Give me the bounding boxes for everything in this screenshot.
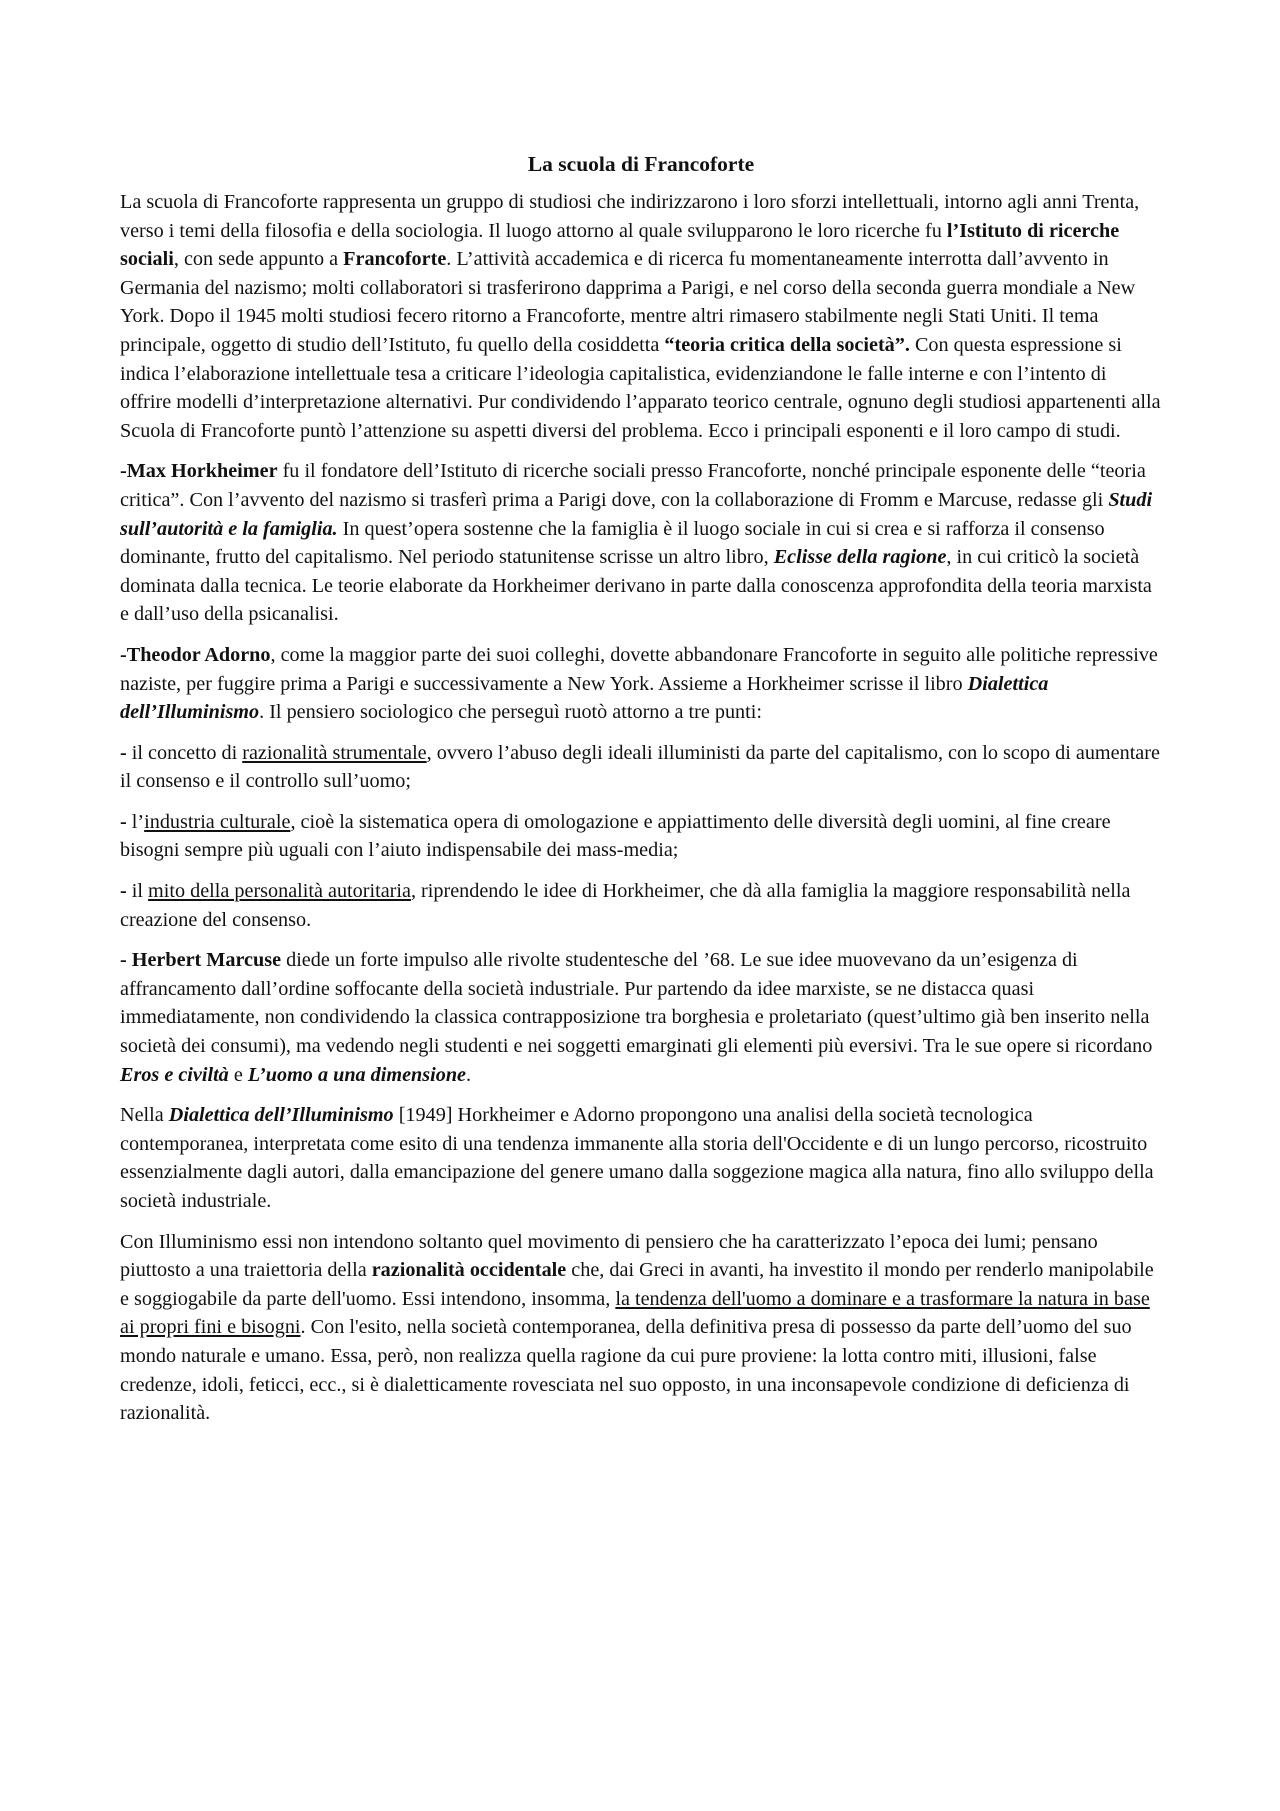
dialettica-text-2: [1949] Horkheimer e Adorno propongono una analisi della società tecnologica contemporanea, interpretata come esito di una tendenza immanente alla storia dell'Occidente e di un lungo percorso, ricostruito essenzialmente dagli autori, dalla emancipazione del genere umano dalla soggezione magica alla natura, fino allo sviluppo della società industriale. [120, 1104, 1154, 1212]
horkheimer-work-eclisse: Eclisse della ragione [773, 546, 947, 569]
adorno-text-1: , come la maggior parte dei suoi colleghi, dovette abbandonare Francoforte in seguito alle politiche repressive naziste, per fuggire prima a Parigi e successivamente a New York. Assieme a Horkheimer scrisse il libro [120, 643, 1158, 695]
point-1-text-1: il concetto di [126, 741, 243, 764]
point-2-underlined: industria culturale [144, 810, 291, 833]
page-title: La scuola di Francoforte [527, 152, 755, 176]
point-1-underlined: razionalità strumentale [242, 741, 427, 764]
dialettica-work-title: Dialettica dell’Illuminismo [168, 1104, 394, 1127]
adorno-point-2 [120, 808, 1162, 865]
intro-text-4: Con questa espressione si indica l’elaborazione intellettuale tesa a criticare l’ideologia capitalistica, evidenziandone le falle interne e con l’intento di offrire modelli d’interpretazione alternativi. Pur condividendo l’apparato teorico centrale, ognuno degli studiosi appartenenti alla Scuola di Francoforte puntò l’attenzione su aspetti diversi del problema. Ecco i principali esponenti e il loro campo di studi. [120, 333, 1161, 442]
horkheimer-text-1: fu il fondatore dell’Istituto di ricerche sociali presso Francoforte, nonché principale esponente delle “teoria critica”. Con l’avvento del nazismo si trasferì prima a Parigi dove, con la collaborazione di Fromm e Marcuse, redasse gli [120, 460, 1146, 511]
illuminismo-text-3: . Con l'esito, nella società contemporanea, della definitiva presa di possesso da parte dell’uomo del suo mondo naturale e umano. Essa, però, non realizza quella ragione da cui pure proviene: la lotta contro miti, illusioni, false credenze, idoli, feticci, ecc., si è dialetticamente rovesciata nel suo opposto, in una inconsapevole condizione di deficienza di razionalità. [120, 1316, 1132, 1425]
marcuse-text-1: diede un forte impulso alle rivolte studentesche del ’68. Le sue idee muovevano da un’esigenza di affrancamento dall’ordine soffocante della società industriale. Pur partendo da idee marxiste, se ne distacca quasi immediatamente, non condividendo la classica contrapposizione tra borghesia e proletariato (quest’ultimo già ben inserito nella società dei consumi), ma vedendo negli studenti e nei soggetti emarginati gli elementi più eversivi. Tra le sue opere si ricordano [120, 949, 1153, 1058]
point-2-dash: - [120, 810, 127, 833]
horkheimer-text-2: In quest’opera sostenne che la famiglia è il luogo sociale in cui si crea e si rafforza il consenso dominante, frutto del capitalismo. Nel periodo statunitense scrisse un altro libro, [120, 517, 1105, 569]
horkheimer-work-studi: Studi sull’autorità e la famiglia. [120, 488, 1153, 540]
adorno-name: -Theodor Adorno [120, 643, 271, 666]
point-1-text-2: , ovvero l’abuso degli ideali illuministi da parte del capitalismo, con lo scopo di aumentare il consenso e il controllo sull’uomo; [120, 741, 1160, 793]
adorno-work-dialettica: Dialettica dell’Illuminismo [120, 672, 1049, 724]
adorno-point-3 [120, 877, 1162, 934]
marcuse-text-3: . [466, 1063, 472, 1086]
marcuse-work-uomo: L’uomo a una dimensione [247, 1063, 467, 1086]
point-3-dash: - [120, 880, 127, 903]
point-2-text-1: l’ [126, 810, 145, 833]
intro-bold-francoforte: Francoforte [343, 248, 447, 271]
adorno-point-1 [120, 739, 1162, 796]
intro-text-3: . L’attività accademica e di ricerca fu momentaneamente interrotta dall’avvento in Germania del nazismo; molti collaboratori si trasferirono dapprima a Parigi, e nel corso della seconda guerra mondiale a New York. Dopo il 1945 molti studiosi fecero ritorno a Francoforte, mentre altri rimasero stabilmente negli Stati Uniti. Il tema principale, oggetto di studio dell’Istituto, fu quello della cosiddetta [120, 248, 1136, 356]
marcuse-paragraph [120, 946, 1162, 1089]
point-3-text-1: il [126, 880, 149, 903]
intro-text-2: , con sede appunto a [173, 248, 344, 271]
point-2-text-2: , cioè la sistematica opera di omologazione e appiattimento delle diversità degli uomini, al fine creare bisogni sempre più uguali con l’aiuto indispensabile dei mass-media; [120, 810, 1111, 862]
adorno-text-2: . Il pensiero sociologico che perseguì ruotò attorno a tre punti: [259, 701, 762, 724]
point-1-dash: - [120, 741, 127, 764]
illuminismo-text-2: che, dai Greci in avanti, ha investito il mondo per renderlo manipolabile e soggiogabile da parte dell'uomo. Essi intendono, insomma, [120, 1259, 1154, 1310]
marcuse-text-2: e [228, 1063, 248, 1086]
illuminismo-underlined-tendenza: la tendenza dell'uomo a dominare e a trasformare la natura in base ai propri fini e bisogni [120, 1287, 1150, 1339]
illuminismo-paragraph [120, 1228, 1162, 1428]
marcuse-name: - Herbert Marcuse [120, 949, 282, 972]
horkheimer-paragraph [120, 457, 1162, 629]
intro-bold-istituto: l’Istituto di ricerche sociali [120, 219, 1120, 271]
illuminismo-text-1: Con Illuminismo essi non intendono soltanto quel movimento di pensiero che ha caratterizzato l’epoca dei lumi; pensano piuttosto a una traiettoria della [120, 1230, 1098, 1282]
dialettica-text-1: Nella [120, 1104, 169, 1127]
point-3-underlined: mito della personalità autoritaria [148, 880, 411, 903]
horkheimer-text-3: , in cui criticò la società dominata dalla tecnica. Le teorie elaborate da Horkheimer derivano in parte dalla conoscenza approfondita della teoria marxista e dall’uso della psicanalisi. [120, 546, 1152, 626]
intro-bold-teoria-critica: “teoria critica della società”. [664, 333, 910, 356]
intro-text-1: La scuola di Francoforte rappresenta un gruppo di studiosi che indirizzarono i loro sforzi intellettuali, intorno agli anni Trenta, verso i temi della filosofia e della sociologia. Il luogo attorno al quale svilupparono le loro ricerche fu [120, 191, 1140, 242]
document-page [120, 150, 1162, 1440]
intro-paragraph [120, 188, 1162, 445]
horkheimer-name: -Max Horkheimer [120, 460, 278, 483]
adorno-paragraph [120, 641, 1162, 727]
point-3-text-2: , riprendendo le idee di Horkheimer, che dà alla famiglia la maggiore responsabilità nella creazione del consenso. [120, 880, 1131, 931]
illuminismo-bold-razionalita: razionalità occidentale [371, 1259, 567, 1282]
dialettica-paragraph [120, 1101, 1162, 1215]
marcuse-work-eros: Eros e civiltà [120, 1063, 229, 1086]
